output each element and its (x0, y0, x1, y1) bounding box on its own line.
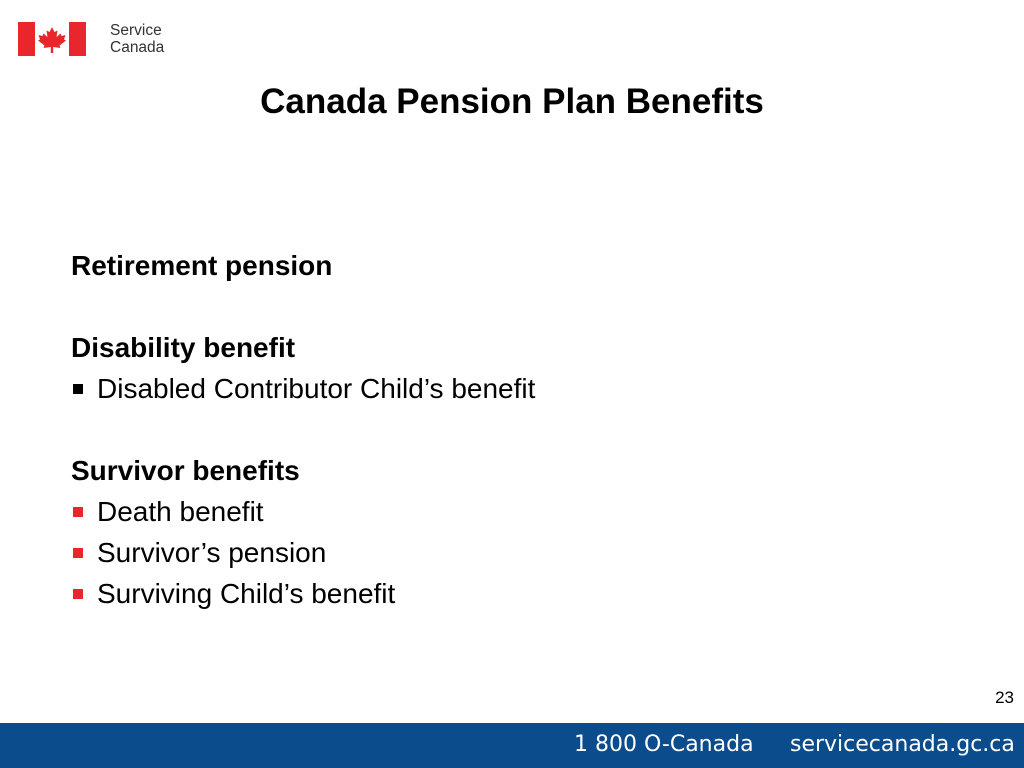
bullet-list (71, 368, 971, 409)
list-item-text: Death benefit (97, 496, 264, 527)
list-item (71, 491, 971, 532)
logo-line-service: Service (110, 22, 162, 39)
list-item-text: Survivor’s pension (97, 537, 327, 568)
spacer (71, 409, 971, 450)
list-item-text: Disabled Contributor Child’s benefit (97, 373, 536, 404)
spacer (71, 286, 971, 327)
square-bullet-icon (73, 507, 83, 517)
section-disability (71, 327, 971, 409)
section-heading: Disability benefit (71, 332, 296, 363)
slide-content (71, 245, 971, 614)
canada-flag-icon (18, 22, 86, 56)
slide-title: Canada Pension Plan Benefits (260, 82, 764, 121)
section-survivor (71, 450, 971, 614)
page-number: 23 (995, 688, 1014, 707)
square-bullet-icon (73, 589, 83, 599)
list-item-text: Surviving Child’s benefit (97, 578, 396, 609)
section-heading: Retirement pension (71, 250, 333, 281)
logo-line-canada: Canada (110, 39, 165, 56)
footer-phone: 1 800 O-Canada (574, 732, 754, 757)
square-bullet-icon (73, 548, 83, 558)
bullet-list (71, 491, 971, 614)
square-bullet-icon (73, 384, 83, 394)
footer-url-link[interactable]: servicecanada.gc.ca (790, 732, 1015, 757)
list-item (71, 368, 971, 409)
section-heading: Survivor benefits (71, 455, 300, 486)
logo-wordmark (110, 22, 164, 56)
section-retirement (71, 245, 971, 286)
footer-bar (0, 723, 1024, 768)
list-item (71, 532, 971, 573)
service-canada-logo (18, 22, 164, 56)
list-item (71, 573, 971, 614)
